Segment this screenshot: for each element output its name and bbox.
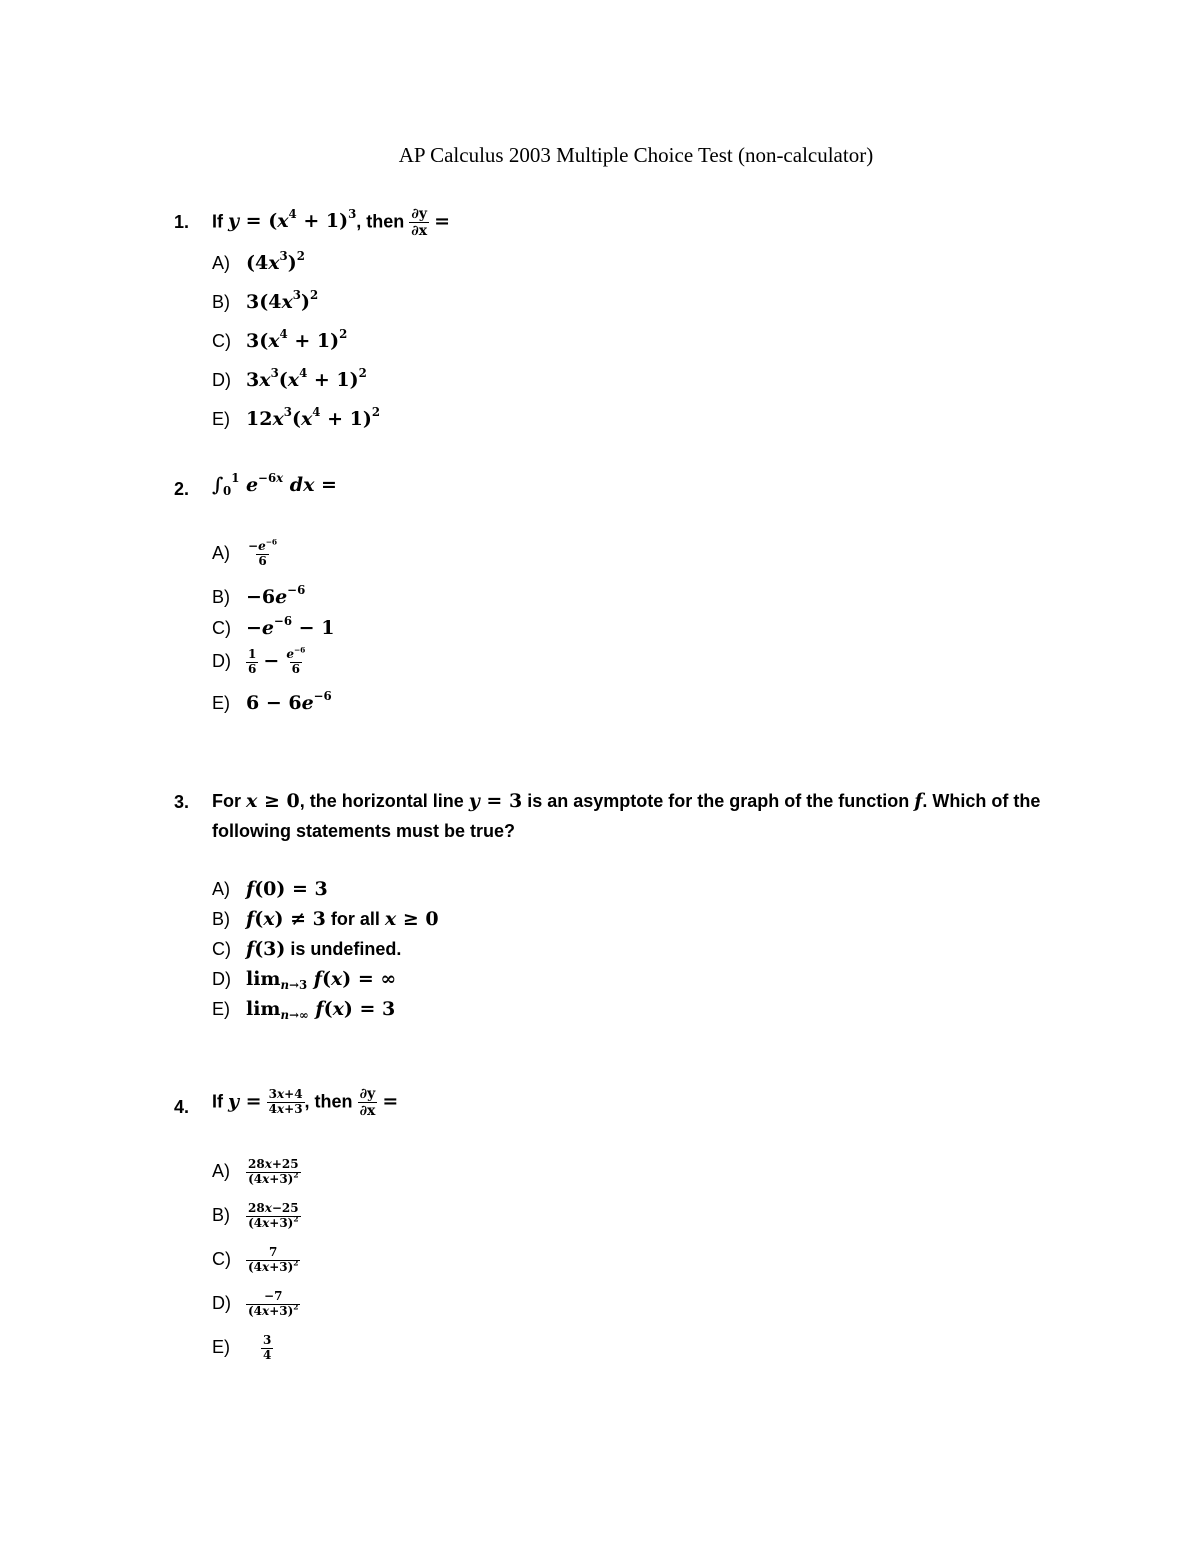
question-stem: $\int_0^1$ $e^{-6x}$ dx = xyxy=(212,471,337,499)
question-stem: If $y = (x^4 + 1)^3$, then $\frac{\partial y}{\partial x}$ = xyxy=(212,206,451,240)
answer-option[interactable]: E) $\lim_{n\to\infty} f(x) = 3$ xyxy=(212,998,396,1023)
answer-option[interactable]: D) $\frac{-7}{(4x+3)^2}$ xyxy=(212,1289,299,1318)
answer-option[interactable]: E) $\frac{3}{4}$ xyxy=(212,1333,272,1362)
answer-option[interactable]: E) $6 - 6e^{-6}$ xyxy=(212,689,332,714)
question-stem: If y = $\frac{3x+4}{4x+3}$ , then $\frac{\partial y}{\partial x}$ = xyxy=(212,1086,399,1120)
answer-option[interactable]: E) $12x^3(x^4 + 1)^2$ xyxy=(212,405,381,430)
answer-option[interactable]: B) $3(4x^3)^2$ xyxy=(212,288,319,313)
answer-option[interactable]: C) $\frac{7}{(4x+3)^2}$ xyxy=(212,1245,299,1274)
answer-option[interactable]: $B) -6e^{-6}$ xyxy=(212,583,306,608)
question-number: 1. xyxy=(174,212,190,232)
answer-option[interactable]: D) $\lim_{n\to 3} f(x)$ = ∞ xyxy=(212,968,397,993)
answer-option[interactable]: A) $\frac{28x+25}{(4x+3)^2}$ xyxy=(212,1157,299,1186)
page-title: AP Calculus 2003 Multiple Choice Test (non-calculator) xyxy=(398,143,874,167)
answer-option[interactable]: A) $\frac{-e^{-6}}{6}$ xyxy=(212,537,278,568)
answer-option[interactable]: A) $(4x^3)^2$ xyxy=(212,249,305,274)
answer-option[interactable]: C) $3(x^4 + 1)^2$ xyxy=(212,327,348,352)
answer-option[interactable]: C) f(3) is undefined. xyxy=(212,938,402,960)
question-number: 3. xyxy=(174,792,190,812)
answer-option[interactable]: B) f(x) ≠ 3 for all x ≥ 0 xyxy=(212,908,439,930)
answer-option[interactable]: $C) -e^{-6} - 1$ xyxy=(212,614,335,639)
answer-option[interactable]: D) $\frac{1}{6}$ − $\frac{e^{-6}}{6}$ xyxy=(212,645,306,676)
answer-option[interactable]: D) $3x^3(x^4 + 1)^2$ xyxy=(212,366,367,391)
question-number: 4. xyxy=(174,1097,190,1117)
question-stem: For x ≥ 0, the horizontal line y = 3 is an asymptote for the graph of the function f. Which of the following statements must be true? xyxy=(212,790,1041,841)
question-number: 2. xyxy=(174,479,190,499)
answer-option[interactable]: B) $\frac{28x-25}{(4x+3)^2}$ xyxy=(212,1201,299,1230)
answer-option[interactable]: A) f(0) = 3 xyxy=(212,878,328,900)
